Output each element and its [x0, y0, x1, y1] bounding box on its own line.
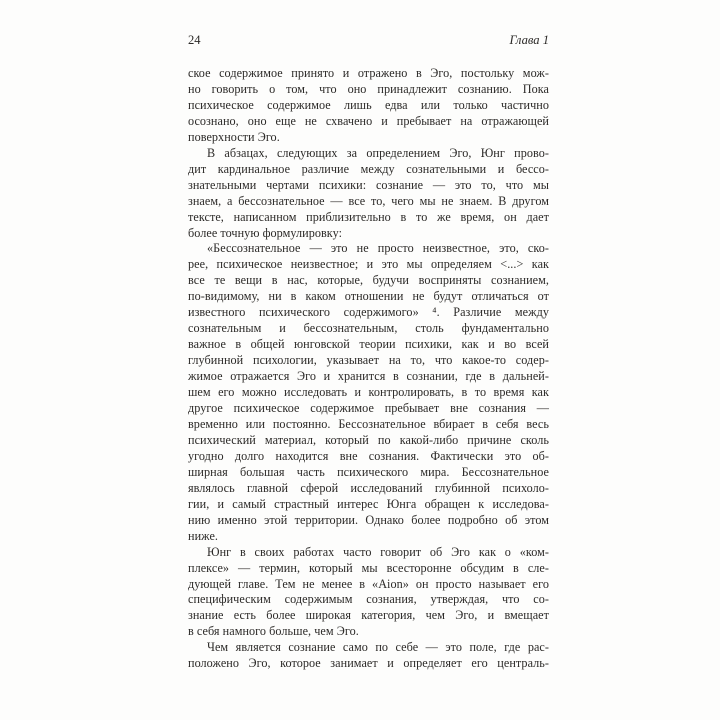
text-line: знаем, а бессознательное — все то, чего мы не знаем. В другом — [188, 193, 549, 208]
text-line: гии, и самый страстный интерес Юнга обращен к исследова- — [188, 496, 549, 511]
text-line: жимое отражается Эго и хранится в сознании, где в дальней- — [188, 369, 549, 384]
text-line: но говорить о том, что оно принадлежит сознанию. Пока — [188, 81, 549, 96]
text-line: шем его можно исследовать и контролировать, в то время как — [188, 385, 549, 400]
text-line: более точную формулировку: — [188, 225, 343, 240]
text-line: нию именно этой территории. Однако более подробно об этом — [188, 512, 549, 527]
text-line: психический материал, который по какой-либо причине сколь — [188, 432, 549, 447]
text-line: важное в общей юнговской теории психики, как и во всей — [188, 337, 549, 352]
text-line: сознательным и бессознательным, столь фундаментально — [188, 321, 549, 336]
text-line: тексте, написанном приблизительно в то же время, он дает — [188, 209, 549, 224]
text-line: другое психическое содержимое пребывает вне сознания — — [188, 401, 549, 416]
text-line: знание есть более широкая категория, чем Эго, и вмещает — [188, 608, 549, 623]
text-line: временно или постоянно. Бессознательное вбирает в себя весь — [188, 416, 549, 431]
text-line: В абзацах, следующих за определением Эго, Юнг прово- — [207, 145, 549, 160]
body-text — [188, 66, 549, 672]
paragraph — [188, 241, 549, 544]
paragraph — [188, 66, 549, 146]
text-line: угодно долго находится вне сознания. Фактически это об- — [188, 448, 549, 463]
text-line: психическое содержимое лишь едва или только частично — [188, 97, 549, 112]
text-line: плексе» — термин, который мы всесторонне обсудим в сле- — [188, 560, 549, 575]
text-line: Чем является сознание само по себе — это поле, где рас- — [207, 640, 549, 655]
paragraph — [188, 545, 549, 641]
text-line: в себя намного больше, чем Эго. — [188, 624, 359, 639]
paragraph — [188, 146, 549, 242]
text-line: по-видимому, ни в каком отношении не будут отличаться от — [188, 289, 549, 304]
chapter-title: Глава 1 — [509, 33, 549, 47]
paragraph — [188, 640, 549, 672]
text-line: положено Эго, которое занимает и определяет его централь- — [188, 656, 549, 671]
text-line: специфическим содержимым сознания, утверждая, что со- — [188, 592, 549, 607]
text-line: ниже. — [188, 528, 219, 543]
text-line: ское содержимое принято и отражено в Эго, постольку мож- — [188, 66, 549, 80]
text-line: ширная большая часть психического мира. Бессознательное — [188, 464, 549, 479]
text-line: Юнг в своих работах часто говорит об Эго как о «ком- — [207, 544, 549, 559]
text-line: «Бессознательное — это не просто неизвестное, это, ско- — [207, 241, 549, 256]
text-line: являлось главной сферой исследований глубинной психоло- — [188, 480, 549, 495]
text-line: дит кардинальное различие между сознательными и бессо- — [188, 161, 549, 176]
page-number: 24 — [188, 33, 201, 47]
text-line: осознано, оно еще не схвачено и пребывает на отражающей — [188, 113, 549, 128]
text-line: рее, психическое неизвестное; и это мы определяем <...> как — [188, 257, 549, 272]
text-line: известного психического содержимого» ⁴. Различие между — [188, 305, 549, 320]
text-line: глубинной психологии, указывает на то, что какое-то содер- — [188, 353, 549, 368]
running-head — [188, 33, 549, 47]
text-line: все те вещи в нас, которые, будучи восприняты сознанием, — [188, 273, 549, 288]
text-line: поверхности Эго. — [188, 129, 280, 144]
content-column — [188, 0, 549, 672]
text-line: дующей главе. Тем не менее в «Aion» он просто называет его — [188, 576, 549, 591]
text-line: знательными чертами психики: сознание — это то, что мы — [188, 177, 549, 192]
